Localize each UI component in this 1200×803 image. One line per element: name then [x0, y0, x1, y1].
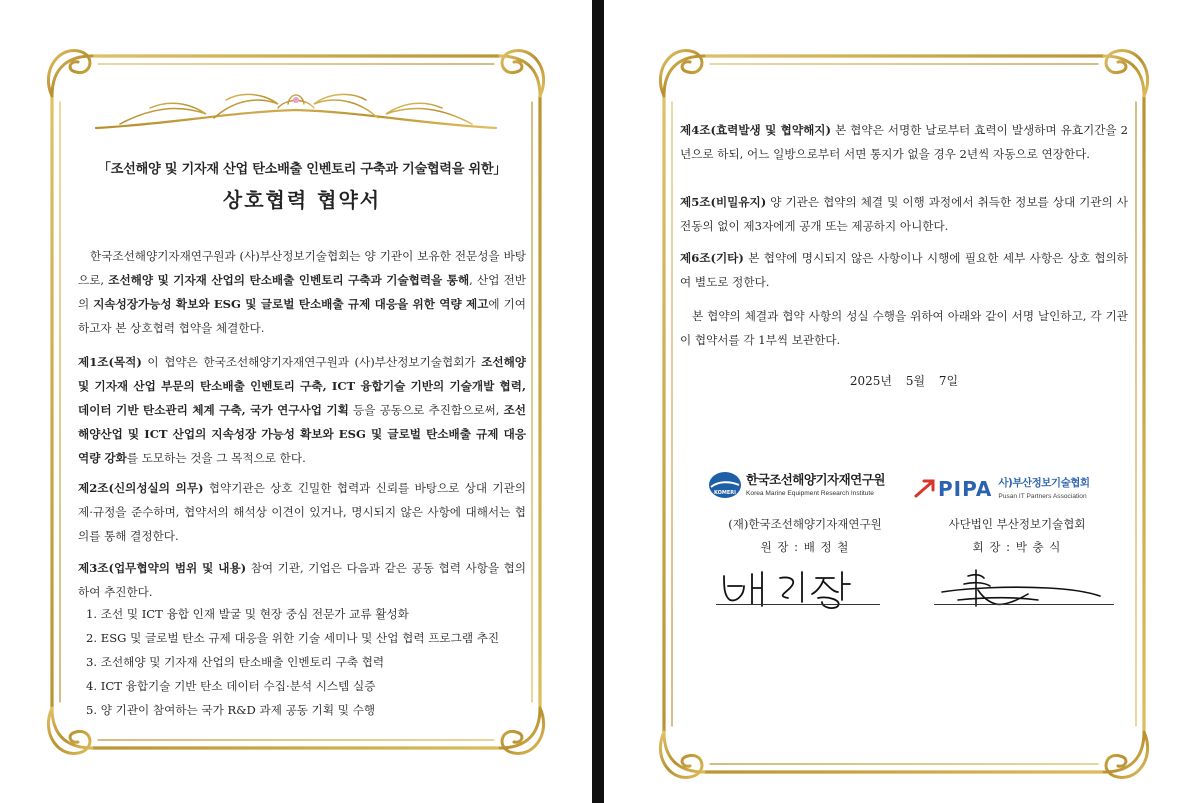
list-item: 1. 조선 및 ICT 융합 인재 발굴 및 현장 중심 전문가 교류 활성화 [86, 607, 409, 621]
article-5-text: 양 기관은 협약의 체결 및 이행 과정에서 취득한 정보를 상대 기관의 사전동의 없이 제3자에게 공개 또는 제공하지 아니한다. [680, 195, 1128, 233]
org2-name: 사단법인 부산정보기술협회 [948, 517, 1086, 531]
komeri-logo-korean: 한국조선해양기자재연구원 [746, 471, 885, 487]
article-1-text-3: 를 도모하는 것을 그 목적으로 한다. [126, 451, 306, 465]
article-4 [680, 118, 1128, 166]
pipa-logo-english: Pusan IT Partners Association [998, 492, 1087, 500]
article-2 [78, 476, 526, 548]
article-3-list [78, 602, 526, 722]
closing-statement [680, 304, 1128, 352]
preamble [78, 244, 526, 340]
article-6 [680, 246, 1128, 294]
agreement-subtitle: 「조선해양 및 기자재 산업 탄소배출 인벤토리 구축과 기술협력을 위한」 [97, 162, 507, 177]
article-1-bold-2: 조선해양산업 및 ICT 산업의 지속성장 가능성 확보와 ESG 및 글로벌 탄소배출 규제 대응 역량 강화 [78, 403, 526, 465]
list-item: 5. 양 기관이 참여하는 국가 R&D 과제 공동 기획 및 수행 [86, 703, 376, 717]
svg-text:KOMERI: KOMERI [713, 490, 737, 496]
org1-head: 원 장 : 배 정 철 [760, 540, 850, 554]
article-3-text: 참여 기관, 기업은 다음과 같은 공동 협력 사항을 협의하여 추진한다. [78, 561, 527, 599]
article-1-text-2: 등을 공동으로 추진함으로써, [348, 403, 504, 417]
article-2-heading: 제2조(신의성실의 의무) [78, 481, 204, 495]
list-item: 4. ICT 융합기술 기반 탄소 데이터 수집·분석 시스템 실증 [86, 679, 376, 693]
preamble-bold-1: 조선해양 및 기자재 산업의 탄소배출 인벤토리 구축과 기술협력을 통해 [108, 273, 470, 287]
agreement-title: 상호협력 협약서 [222, 188, 382, 212]
preamble-text-3: 에 기여하고자 본 상호협력 협약을 체결한다. [78, 297, 526, 335]
list-item: 2. ESG 및 글로벌 탄소 규제 대응을 위한 기술 세미나 및 산업 협력 프로그램 추진 [86, 631, 500, 645]
article-2-text: 협약기관은 상호 긴밀한 협력과 신뢰를 바탕으로 상대 기관의 제·규정을 준수하며, 협약서의 해석상 이견이 있거나, 명시되지 않은 사항에 대해서는 협의를 통해 결정한다. [78, 481, 526, 543]
org2-head: 회 장 : 박 충 식 [972, 540, 1062, 554]
article-1-bold-1: 조선해양 및 기자재 산업 부문의 탄소배출 인벤토리 구축, ICT 융합기술 기반의 기술개발 협력, 데이터 기반 탄소관리 체계 구축, 국가 연구사업 기획 [78, 355, 526, 417]
org1-name: (재)한국조선해양기자재연구원 [728, 517, 882, 531]
left-page [0, 0, 592, 803]
closing-text: 본 협약의 체결과 협약 사항의 성실 수행을 위하여 아래와 같이 서명 날인하고, 각 기관이 협약서를 각 1부씩 보관한다. [680, 309, 1128, 347]
signing-date: 2025년 5월 7일 [849, 374, 959, 388]
list-item: 3. 조선해양 및 기자재 산업의 탄소배출 인벤토리 구축 협력 [86, 655, 385, 669]
article-3-heading: 제3조(업무협약의 범위 및 내용) [78, 561, 247, 575]
right-page [604, 0, 1200, 803]
org2-signature-line [934, 604, 1114, 605]
article-6-heading: 제6조(기타) [680, 251, 744, 265]
article-1-heading: 제1조(목적) [78, 355, 142, 369]
preamble-text-2: , 산업 전반의 [78, 273, 526, 311]
komeri-logo-english: Korea Marine Equipment Research Institute [746, 490, 874, 498]
article-4-text: 본 협약은 서명한 날로부터 효력이 발생하며 유효기간을 2년으로 하되, 어느 일방으로부터 서면 통지가 없을 경우 2년씩 자동으로 연장한다. [680, 123, 1129, 161]
article-1-text-1: 이 협약은 한국조선해양기자재연구원과 (사)부산정보기술협회가 [141, 355, 482, 369]
article-6-text: 본 협약에 명시되지 않은 사항이나 시행에 필요한 세부 사항은 상호 협의하여 별도로 정한다. [680, 251, 1128, 289]
pipa-logo-korean: 사)부산정보기술협회 [998, 477, 1090, 490]
pipa-logo [914, 474, 1124, 504]
komeri-logo [708, 470, 918, 500]
preamble-text-1: 한국조선해양기자재연구원과 (사)부산정보기술협회는 양 기관이 보유한 전문성을 바탕으로, [78, 249, 526, 287]
article-4-heading: 제4조(효력발생 및 협약해지) [680, 123, 831, 137]
article-5 [680, 190, 1128, 238]
org1-signature-line [716, 604, 880, 605]
pipa-arrow-icon [914, 478, 936, 500]
article-3 [78, 556, 526, 604]
article-1 [78, 350, 526, 470]
article-5-heading: 제5조(비밀유지) [680, 195, 767, 209]
komeri-emblem-icon [708, 470, 742, 500]
pipa-logo-mark: PIPA [938, 477, 993, 501]
preamble-bold-2: 지속성장가능성 확보와 ESG 및 글로벌 탄소배출 규제 대응을 위한 역량 제고 [93, 297, 489, 311]
